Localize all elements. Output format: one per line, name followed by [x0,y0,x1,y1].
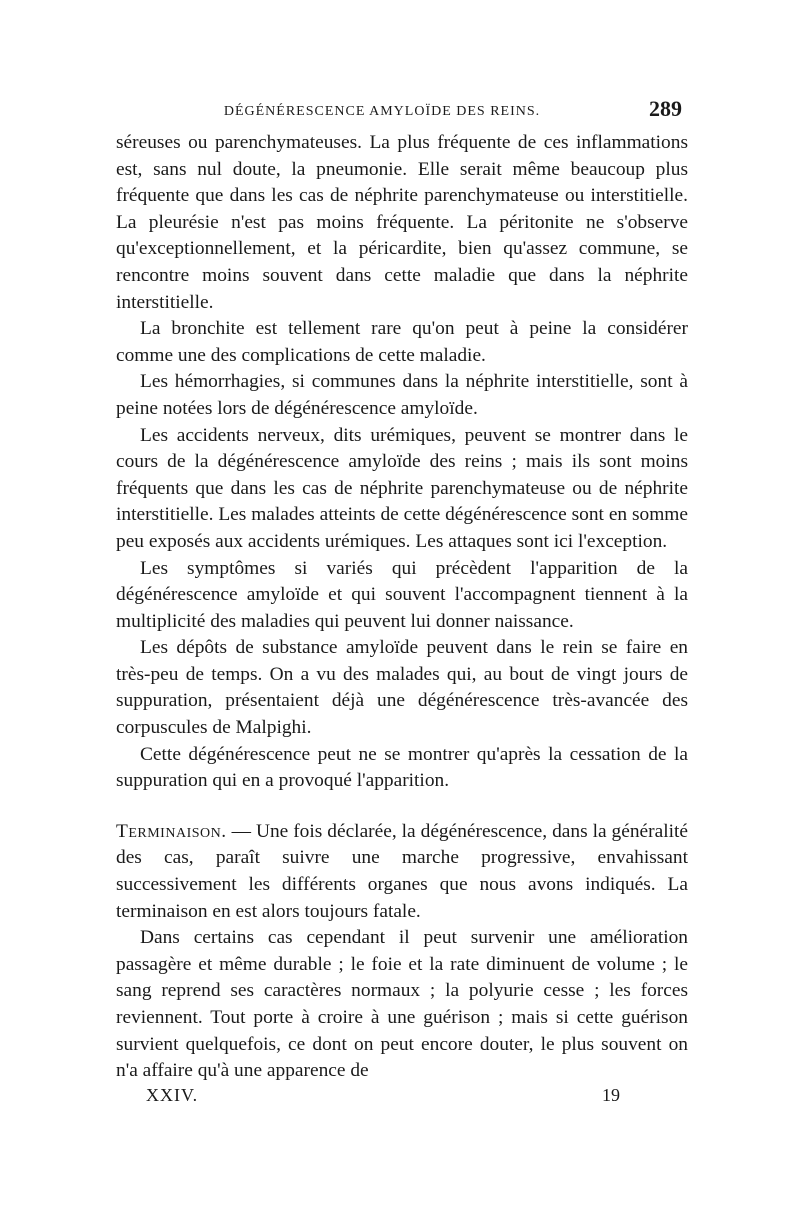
paragraph: Les dépôts de substance amyloïde peuvent dans le rein se faire en très-peu de temps. On a vu des malades qui, au bout de vingt jours de suppuration, présentaient déjà une dégénérescence très-avancée des corpuscules de Malpighi. [116,637,688,739]
body-text [116,130,688,1085]
paragraph: Cette dégénérescence peut ne se montrer qu'après la cessation de la suppuration qui en a provoqué l'apparition. [116,743,688,792]
paragraph: séreuses ou parenchymateuses. La plus fréquente de ces inflammations est, sans nul doute, la pneumonie. Elle serait même beaucoup plus fréquente que dans les cas de néphrite parenchymateuse ou interstitielle. La pleurésie n'est pas moins fréquente. La péritonite ne s'observe qu'exceptionnellement, et la péricardite, bien qu'assez commune, se rencontre moins souvent dans cette maladie que dans la néphrite interstitielle. [116,132,688,313]
signature-mark: XXIV. [146,1084,199,1105]
paragraph: Les accidents nerveux, dits urémiques, peuvent se montrer dans le cours de la dégénérescence amyloïde des reins ; mais ils sont moins fréquents que dans les cas de néphrite parenchymateuse ou de néphrite interstitielle. Les malades atteints de cette dégénérescence sont en somme peu exposés aux accidents urémiques. Les attaques sont ici l'exception. [116,424,688,552]
sheet-number: 19 [602,1084,620,1105]
section-label: Terminaison. [116,820,227,842]
section-gap [116,795,688,819]
page-number: 289 [649,96,682,121]
page-footer [116,1085,688,1113]
book-page [116,92,688,1113]
running-title: DÉGÉNÉRESCENCE AMYLOÏDE DES REINS. [223,104,541,119]
running-head [116,92,688,128]
paragraph: Les hémorrhagies, si communes dans la néphrite interstitielle, sont à peine notées lors de dégénérescence amyloïde. [116,371,688,419]
paragraph: Dans certains cas cependant il peut survenir une amélioration passagère et même durable ; le foie et la rate diminuent de volume ; le sang reprend ses caractères normaux ; la polyurie cesse ; les forces reviennent. Tout porte à croire à une guérison ; mais si cette guérison survient quelquefois, ce dont on peut encore douter, le plus souvent on n'a affaire qu'à une apparence de [116,927,688,1082]
section-paragraph [116,819,688,925]
section-dash: — [226,820,256,842]
paragraph: La bronchite est tellement rare qu'on peut à peine la considérer comme une des complications de cette maladie. [116,318,688,366]
paragraph: Les symptômes si variés qui précèdent l'apparition de la dégénérescence amyloïde et qui souvent l'accompagnent tiennent à la multiplicité des maladies qui peuvent lui donner naissance. [116,557,688,632]
section-text: Une fois déclarée, la dégénérescence, dans la généralité des cas, paraît suivre une marche progressive, envahissant successivement les différents organes que nous avons indiqués. La terminaison en est alors toujours fatale. [116,820,688,922]
